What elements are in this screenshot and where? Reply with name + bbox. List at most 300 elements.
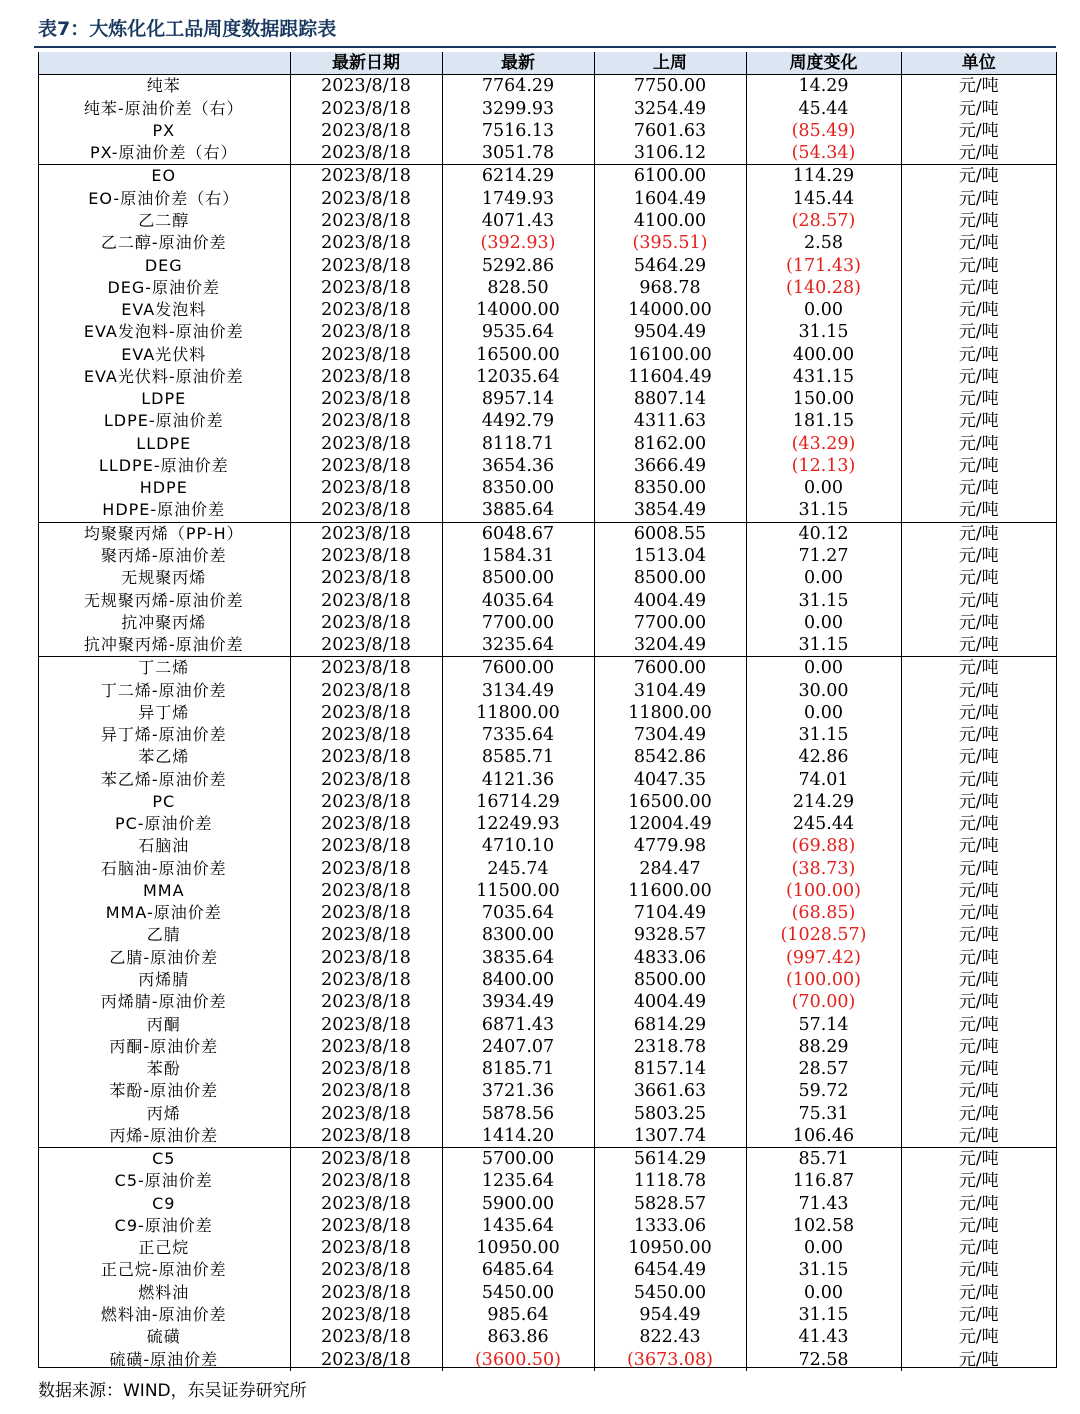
product-name-cell: 丙烯-原油价差 [109,1125,219,1145]
unit-cell: 元/吨 [901,120,1056,142]
product-name-cell: LDPE [141,389,187,409]
table-row [38,299,1056,321]
table-row [38,813,1056,835]
latest-value-cell: 1414.20 [442,1125,594,1148]
product-name-cell: 乙二醇 [138,210,190,230]
table-row [38,277,1056,299]
product-name-cell: 均聚聚丙烯（PP-H） [38,522,290,545]
weekly-change-cell: 116.87 [746,1170,901,1192]
last-week-value-cell: 1307.74 [594,1125,746,1148]
weekly-change-cell: 57.14 [746,1013,901,1035]
date-cell: 2023/8/18 [290,321,442,343]
latest-value-cell: 16714.29 [442,791,594,813]
latest-value-cell: 1749.93 [442,188,594,210]
product-name-cell: EVA发泡料-原油价差 [83,322,244,342]
unit-cell: 元/吨 [901,589,1056,611]
product-name-cell: MMA [142,880,185,900]
weekly-change-cell: 0.00 [746,567,901,589]
product-name-cell: LLDPE [136,433,192,453]
date-cell: 2023/8/18 [290,1148,442,1171]
unit-cell: 元/吨 [901,1282,1056,1304]
header-cell-weekly-change: 周度变化 [746,52,901,75]
latest-value-cell: 16500.00 [442,343,594,365]
table-row [38,1125,1056,1148]
last-week-value-cell: 3666.49 [594,455,746,477]
date-cell: 2023/8/18 [290,634,442,657]
weekly-change-cell: (100.00) [746,880,901,902]
product-name-cell: LDPE-原油价差 [103,411,224,431]
unit-cell: 元/吨 [901,634,1056,657]
weekly-change-cell: 88.29 [746,1036,901,1058]
last-week-value-cell: 4833.06 [594,947,746,969]
latest-value-cell: 245.74 [442,858,594,880]
product-name-cell: 硫磺 [146,1327,181,1347]
product-name-cell: 燃料油 [138,1282,190,1302]
weekly-change-cell: 31.15 [746,1259,901,1281]
table-row [38,724,1056,746]
unit-cell: 元/吨 [901,545,1056,567]
last-week-value-cell: 8350.00 [594,477,746,499]
date-cell: 2023/8/18 [290,1193,442,1215]
product-name-cell: 苯乙烯 [138,747,190,767]
product-name-cell: 乙腈 [146,925,181,945]
date-cell: 2023/8/18 [290,1125,442,1148]
date-cell: 2023/8/18 [290,499,442,522]
last-week-value-cell: 16100.00 [594,343,746,365]
latest-value-cell: 985.64 [442,1304,594,1326]
latest-value-cell: 8500.00 [442,567,594,589]
latest-value-cell: 3235.64 [442,634,594,657]
latest-value-cell: 7335.64 [442,724,594,746]
latest-value-cell: 2407.07 [442,1036,594,1058]
last-week-value-cell: 822.43 [594,1326,746,1348]
unit-cell: 元/吨 [901,277,1056,299]
last-week-value-cell: 6100.00 [594,165,746,188]
table-row [38,1282,1056,1304]
latest-value-cell: 7700.00 [442,612,594,634]
unit-cell: 元/吨 [901,321,1056,343]
product-name-cell: 石脑油-原油价差 [100,858,227,878]
table-row [38,388,1056,410]
product-name-cell: 聚丙烯-原油价差 [100,545,227,565]
date-cell: 2023/8/18 [290,902,442,924]
header-cell-date: 最新日期 [290,52,442,75]
unit-cell: 元/吨 [901,477,1056,499]
weekly-change-cell: (1028.57) [746,924,901,946]
date-cell: 2023/8/18 [290,210,442,232]
table-row [38,410,1056,432]
unit-cell: 元/吨 [901,366,1056,388]
latest-value-cell: 3134.49 [442,679,594,701]
unit-cell: 元/吨 [901,1215,1056,1237]
table-row [38,1036,1056,1058]
table-row [38,254,1056,276]
weekly-change-cell: (997.42) [746,947,901,969]
weekly-change-cell: 181.15 [746,410,901,432]
product-name-cell: 无规聚丙烯-原油价差 [83,590,244,610]
last-week-value-cell: 8157.14 [594,1058,746,1080]
product-name-cell: PC [152,791,176,811]
last-week-value-cell: 8500.00 [594,567,746,589]
title-divider [34,46,1056,48]
latest-value-cell: 8400.00 [442,969,594,991]
last-week-value-cell: 1513.04 [594,545,746,567]
last-week-value-cell: 7104.49 [594,902,746,924]
weekly-change-cell: (12.13) [746,455,901,477]
table-row [38,1148,1056,1171]
table-row [38,791,1056,813]
latest-value-cell: 11800.00 [442,702,594,724]
date-cell: 2023/8/18 [290,254,442,276]
product-name-cell: 苯乙烯-原油价差 [100,769,227,789]
weekly-change-cell: (38.73) [746,858,901,880]
table-row [38,477,1056,499]
weekly-change-cell: 31.15 [746,499,901,522]
weekly-change-cell: 102.58 [746,1215,901,1237]
weekly-change-cell: 31.15 [746,634,901,657]
last-week-value-cell: 954.49 [594,1304,746,1326]
product-name-cell: DEG [144,255,183,275]
last-week-value-cell: 3854.49 [594,499,746,522]
latest-value-cell: 4492.79 [442,410,594,432]
unit-cell: 元/吨 [901,1170,1056,1192]
last-week-value-cell: 5464.29 [594,254,746,276]
last-week-value-cell: 4004.49 [594,589,746,611]
date-cell: 2023/8/18 [290,1304,442,1326]
weekly-change-cell: 2.58 [746,232,901,254]
date-cell: 2023/8/18 [290,299,442,321]
unit-cell: 元/吨 [901,679,1056,701]
last-week-value-cell: 1118.78 [594,1170,746,1192]
unit-cell: 元/吨 [901,991,1056,1013]
unit-cell: 元/吨 [901,1102,1056,1124]
unit-cell: 元/吨 [901,657,1056,680]
date-cell: 2023/8/18 [290,702,442,724]
date-cell: 2023/8/18 [290,410,442,432]
last-week-value-cell: 16500.00 [594,791,746,813]
date-cell: 2023/8/18 [290,455,442,477]
weekly-change-cell: 31.15 [746,589,901,611]
product-name-cell: HDPE-原油价差 [102,500,226,520]
weekly-change-cell: 74.01 [746,769,901,791]
latest-value-cell: 3654.36 [442,455,594,477]
table-row [38,657,1056,680]
unit-cell: 元/吨 [901,1013,1056,1035]
last-week-value-cell: 284.47 [594,858,746,880]
latest-value-cell: 8957.14 [442,388,594,410]
table-row [38,1326,1056,1348]
last-week-value-cell: 7304.49 [594,724,746,746]
latest-value-cell: 3051.78 [442,142,594,165]
last-week-value-cell: 8542.86 [594,746,746,768]
product-name-cell: 石脑油 [138,836,190,856]
date-cell: 2023/8/18 [290,657,442,680]
last-week-value-cell: 3254.49 [594,98,746,120]
product-name-cell: PC-原油价差 [114,814,213,834]
product-name-cell: DEG-原油价差 [107,277,221,297]
table-row [38,947,1056,969]
date-cell: 2023/8/18 [290,589,442,611]
latest-value-cell: 3299.93 [442,98,594,120]
product-name-cell: 丙烯腈-原油价差 [100,992,227,1012]
product-name-cell: 丙烯 [146,1103,181,1123]
latest-value-cell: 5292.86 [442,254,594,276]
table-row [38,1193,1056,1215]
date-cell: 2023/8/18 [290,1237,442,1259]
weekly-change-cell: 245.44 [746,813,901,835]
product-name-cell: HDPE [139,478,188,498]
latest-value-cell: 8350.00 [442,477,594,499]
weekly-change-cell: 431.15 [746,366,901,388]
unit-cell: 元/吨 [901,433,1056,455]
date-cell: 2023/8/18 [290,1348,442,1370]
weekly-change-cell: (171.43) [746,254,901,276]
table-row [38,1348,1056,1370]
table-row [38,366,1056,388]
unit-cell: 元/吨 [901,343,1056,365]
latest-value-cell: 3934.49 [442,991,594,1013]
latest-value-cell: 5900.00 [442,1193,594,1215]
product-name-cell: 抗冲聚丙烯 [121,612,207,632]
latest-value-cell: 3721.36 [442,1080,594,1102]
last-week-value-cell: 4100.00 [594,210,746,232]
weekly-change-cell: 150.00 [746,388,901,410]
last-week-value-cell: 3204.49 [594,634,746,657]
table-row [38,433,1056,455]
weekly-change-cell: 75.31 [746,1102,901,1124]
table-row [38,1102,1056,1124]
table-row [38,98,1056,120]
weekly-change-cell: 45.44 [746,98,901,120]
date-cell: 2023/8/18 [290,880,442,902]
latest-value-cell: 9535.64 [442,321,594,343]
weekly-change-cell: 31.15 [746,724,901,746]
last-week-value-cell: 2318.78 [594,1036,746,1058]
last-week-value-cell: 3104.49 [594,679,746,701]
unit-cell: 元/吨 [901,702,1056,724]
unit-cell: 元/吨 [901,232,1056,254]
table-row [38,679,1056,701]
date-cell: 2023/8/18 [290,1215,442,1237]
product-name-cell: 正己烷-原油价差 [100,1260,227,1280]
date-cell: 2023/8/18 [290,388,442,410]
last-week-value-cell: 8500.00 [594,969,746,991]
unit-cell: 元/吨 [901,1348,1056,1370]
last-week-value-cell: 14000.00 [594,299,746,321]
product-name-cell: 纯苯 [146,76,181,96]
date-cell: 2023/8/18 [290,612,442,634]
last-week-value-cell: 6814.29 [594,1013,746,1035]
product-name-cell: 无规聚丙烯 [121,568,207,588]
header-cell-latest: 最新 [442,52,594,75]
unit-cell: 元/吨 [901,98,1056,120]
header-cell-last-week: 上周 [594,52,746,75]
product-name-cell: 乙腈-原油价差 [109,947,219,967]
header-cell-name [38,52,290,75]
product-name-cell: 丁二烯-原油价差 [100,680,227,700]
table-row [38,1170,1056,1192]
date-cell: 2023/8/18 [290,1282,442,1304]
latest-value-cell: 8185.71 [442,1058,594,1080]
table-row [38,835,1056,857]
unit-cell: 元/吨 [901,254,1056,276]
weekly-change-cell: (140.28) [746,277,901,299]
product-name-cell: EVA发泡料 [121,300,207,320]
unit-cell: 元/吨 [901,499,1056,522]
last-week-value-cell: 7601.63 [594,120,746,142]
unit-cell: 元/吨 [901,1125,1056,1148]
product-name-cell: 抗冲聚丙烯-原油价差 [83,635,244,655]
latest-value-cell: 5450.00 [442,1282,594,1304]
latest-value-cell: 4121.36 [442,769,594,791]
date-cell: 2023/8/18 [290,98,442,120]
weekly-change-cell: 0.00 [746,1282,901,1304]
latest-value-cell: 6048.67 [442,522,594,545]
unit-cell: 元/吨 [901,1058,1056,1080]
last-week-value-cell: 11800.00 [594,702,746,724]
weekly-change-cell: 400.00 [746,343,901,365]
product-name-cell: 丁二烯 [38,657,290,680]
table-row [38,188,1056,210]
latest-value-cell: 12249.93 [442,813,594,835]
last-week-value-cell: 4779.98 [594,835,746,857]
unit-cell: 元/吨 [901,188,1056,210]
last-week-value-cell: 3661.63 [594,1080,746,1102]
last-week-value-cell: 7600.00 [594,657,746,680]
date-cell: 2023/8/18 [290,75,442,98]
product-name-cell: LLDPE-原油价差 [98,455,229,475]
product-name-cell: 丙酮 [146,1014,181,1034]
last-week-value-cell: 8807.14 [594,388,746,410]
weekly-change-cell: 30.00 [746,679,901,701]
unit-cell: 元/吨 [901,1193,1056,1215]
unit-cell: 元/吨 [901,142,1056,165]
table-row [38,75,1056,98]
table-row [38,1237,1056,1259]
weekly-change-cell: 85.71 [746,1148,901,1171]
source-note: 数据来源：WIND，东吴证券研究所 [38,1381,307,1401]
unit-cell: 元/吨 [901,1237,1056,1259]
table-row [38,455,1056,477]
unit-cell: 元/吨 [901,969,1056,991]
last-week-value-cell: 9328.57 [594,924,746,946]
header-row [38,52,1056,75]
latest-value-cell: 5700.00 [442,1148,594,1171]
latest-value-cell: 8118.71 [442,433,594,455]
last-week-value-cell: 6008.55 [594,522,746,545]
date-cell: 2023/8/18 [290,1326,442,1348]
product-name-cell: PX-原油价差（右） [89,143,238,163]
table-row [38,991,1056,1013]
table-row [38,902,1056,924]
weekly-change-cell: (28.57) [746,210,901,232]
unit-cell: 元/吨 [901,567,1056,589]
unit-cell: 元/吨 [901,1259,1056,1281]
product-name-cell: 纯苯-原油价差（右） [83,98,244,118]
latest-value-cell: 1235.64 [442,1170,594,1192]
product-name-cell: 丙烯腈 [138,970,190,990]
last-week-value-cell: 11600.00 [594,880,746,902]
product-name-cell: 硫磺-原油价差 [109,1349,219,1369]
date-cell: 2023/8/18 [290,679,442,701]
latest-value-cell: 7764.29 [442,75,594,98]
last-week-value-cell: 3106.12 [594,142,746,165]
last-week-value-cell: 5614.29 [594,1148,746,1171]
unit-cell: 元/吨 [901,612,1056,634]
table-row [38,746,1056,768]
date-cell: 2023/8/18 [290,188,442,210]
last-week-value-cell: 1333.06 [594,1215,746,1237]
unit-cell: 元/吨 [901,902,1056,924]
weekly-change-cell: 41.43 [746,1326,901,1348]
table-row [38,120,1056,142]
date-cell: 2023/8/18 [290,746,442,768]
latest-value-cell: 1584.31 [442,545,594,567]
table-row [38,702,1056,724]
table-title: 表7：大炼化化工品周度数据跟踪表 [38,18,337,40]
latest-value-cell: 4071.43 [442,210,594,232]
weekly-change-cell: 71.43 [746,1193,901,1215]
latest-value-cell: 7035.64 [442,902,594,924]
weekly-change-cell: 106.46 [746,1125,901,1148]
product-name-cell: EO-原油价差（右） [88,188,240,208]
latest-value-cell: 5878.56 [442,1102,594,1124]
latest-value-cell: 8585.71 [442,746,594,768]
last-week-value-cell: 7700.00 [594,612,746,634]
unit-cell: 元/吨 [901,165,1056,188]
weekly-change-cell: 114.29 [746,165,901,188]
weekly-change-cell: 0.00 [746,299,901,321]
unit-cell: 元/吨 [901,924,1056,946]
date-cell: 2023/8/18 [290,947,442,969]
product-name-cell: C5 [38,1148,290,1171]
table-row [38,1013,1056,1035]
date-cell: 2023/8/18 [290,724,442,746]
unit-cell: 元/吨 [901,724,1056,746]
date-cell: 2023/8/18 [290,477,442,499]
unit-cell: 元/吨 [901,858,1056,880]
latest-value-cell: 8300.00 [442,924,594,946]
last-week-value-cell: (3673.08) [594,1348,746,1370]
date-cell: 2023/8/18 [290,1080,442,1102]
weekly-change-cell: (69.88) [746,835,901,857]
table-row [38,769,1056,791]
weekly-change-cell: (54.34) [746,142,901,165]
product-name-cell: PX [152,120,176,140]
table-row [38,969,1056,991]
table-row [38,612,1056,634]
table-row [38,567,1056,589]
unit-cell: 元/吨 [901,746,1056,768]
weekly-change-cell: 0.00 [746,702,901,724]
table-row [38,522,1056,545]
weekly-change-cell: 42.86 [746,746,901,768]
date-cell: 2023/8/18 [290,366,442,388]
weekly-change-cell: (100.00) [746,969,901,991]
last-week-value-cell: 1604.49 [594,188,746,210]
unit-cell: 元/吨 [901,791,1056,813]
date-cell: 2023/8/18 [290,1259,442,1281]
table-row [38,1304,1056,1326]
product-name-cell: 正己烷 [138,1238,190,1258]
product-name-cell: 燃料油-原油价差 [100,1305,227,1324]
date-cell: 2023/8/18 [290,813,442,835]
table-row [38,232,1056,254]
latest-value-cell: 3835.64 [442,947,594,969]
last-week-value-cell: 4311.63 [594,410,746,432]
table-row [38,1058,1056,1080]
weekly-change-cell: (70.00) [746,991,901,1013]
